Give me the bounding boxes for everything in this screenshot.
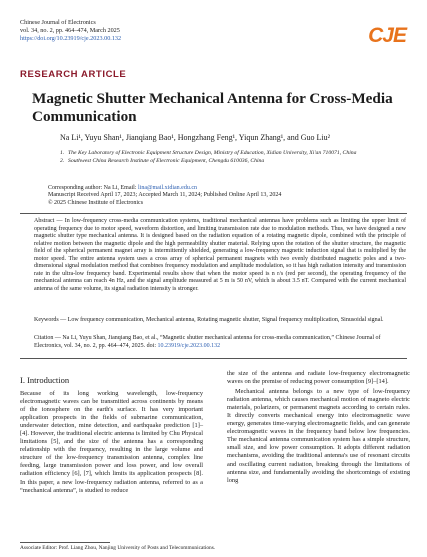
journal-volume: vol. 34, no. 2, pp. 464–474, March 2025	[20, 27, 120, 34]
associate-editor-note: Associate Editor: Prof. Liang Zhou, Nanjing University of Posts and Telecommunications.	[20, 545, 216, 551]
affiliations	[60, 150, 410, 165]
manuscript-info	[48, 185, 281, 207]
affiliation-text: Southwest China Research Institute of Electronic Equipment, Chengdu 610036, China	[68, 158, 265, 165]
affiliation-item	[60, 158, 410, 165]
affiliation-text: The Key Laboratory of Electronic Equipment Structure Design, Ministry of Education, Xidian University, Xi'an 710071, China	[68, 150, 357, 156]
journal-doi-link[interactable]: https://doi.org/10.23919/cje.2023.00.132	[20, 35, 122, 42]
right-column	[227, 370, 410, 487]
corresponding-author	[48, 185, 281, 192]
cje-logo: CJE	[368, 24, 406, 47]
abstract	[34, 218, 406, 293]
body-paragraph: Mechanical antenna belongs to a new type of low-frequency radiation antenna, which causes mechanical motion of magneto electric materials, polarizers, or permanent magnets according to certain rules. It directly converts mechanical energy into electromagnetic wave energy, generates time-varying electromagnetic fields, and can generate electromagnetic waves in the frequency band below low frequencies. The mechanical antenna communication system has a simple structure, small size, and low power consumption. It adopts different radiation mechanisms, avoiding the traditional antenna's use of resonant circuits and oscillating current radiation, breaking through the limitations of antenna size, and fundamentally avoiding the shortcomings of existing long	[227, 388, 410, 484]
top-divider	[20, 213, 407, 214]
affiliation-item	[60, 150, 410, 157]
copyright-notice: © 2025 Chinese Institute of Electronics	[48, 199, 144, 206]
citation-text: Na Li, Yuyu Shan, Jianqiang Bao, et al., “Magnetic shutter mechanical antenna for cross-media communication,” Chinese Journal of Electronics, vol. 34, no. 2, pp. 464–474, 2025. doi:	[34, 335, 381, 349]
left-column	[20, 390, 203, 497]
bottom-divider	[20, 358, 407, 359]
article-type-label: RESEARCH ARTICLE	[20, 69, 127, 80]
section-heading: I. Introduction	[20, 375, 70, 385]
author-list: Na Li¹, Yuyu Shan¹, Jianqiang Bao¹, Hongzhang Feng¹, Yiqun Zhang¹, and Guo Liu²	[60, 133, 330, 142]
body-paragraph: the size of the antenna and radiate low-frequency electromagnetic waves on the premise of reducing power consumption [9]–[14].	[227, 370, 410, 386]
affiliation-number: 2.	[60, 158, 65, 165]
citation-doi-link[interactable]: 10.23919/cje.2023.00.132	[157, 342, 221, 349]
corresponding-label: Corresponding author: Na Li, Email:	[48, 185, 138, 191]
journal-header	[20, 19, 121, 43]
abstract-label: Abstract —	[34, 218, 63, 224]
citation	[34, 335, 406, 350]
citation-label: Citation —	[34, 335, 61, 341]
body-paragraph: Because of its long working wavelength, low-frequency electromagnetic waves can be transmitted across continents by means of the ionosphere on the earth's surface. It has very important application prospects in the fields of submarine communication, underwater detection, mine detection, and earthquake prediction [1]–[4]. However, the traditional electric antenna is limited by Chu Physical limitations [5], and the size of the antenna has a corresponding relationship with the frequency, resulting in the large volume and structure of the low-frequency transmission antenna, complex line feeding, large transmission power and loss power, and low overall radiation efficiency [6], [7], which limits its application prospects [8]. In this paper, a new low-frequency radiation antenna, referred to as a “mechanical antenna”, is studied to reduce	[20, 390, 203, 494]
journal-name: Chinese Journal of Electronics	[20, 19, 96, 26]
keywords-text: Low frequency communication, Mechanical antenna, Rotating magnetic shutter, Signal frequency multiplication, Sinusoidal signal.	[67, 317, 384, 323]
footnote-divider	[20, 542, 110, 543]
paper-title: Magnetic Shutter Mechanical Antenna for Cross-Media Communication	[32, 90, 393, 125]
keywords	[34, 317, 406, 325]
manuscript-dates: Manuscript Received April 17, 2023; Accepted March 11, 2024; Published Online April 13, 2024	[48, 192, 282, 199]
abstract-text: In low-frequency cross-media communication systems, traditional mechanical antennas have problems such as limiting the upper limit of operating frequency due to motor speed, waveform distortion, and limiting transmission rate due to modulation methods. Thus, we have designed a new magnetic shutter type mechanical antenna. It is designed based on the radiation equation of a rotating magnetic dipole, combined with the principle of relative motion between the magnetic dipole and the high permeability shutter material. Relying upon the rotation of the shutter structure, the magnetic field of the spherical permanent magnet array is intermittently shielded, generating a low-frequency magnetic induction signal that is multiplied by the motor speed. The entire antenna system uses a cross array of spherical permanent magnets with two evenly distributed magnetic poles and a two-dimensional signal modulation method that combines frequency modulation and amplitude modulation, so it has high radiation intensity and transmission rate in the ultra-low frequency band. Experimental results show that when the motor speed is n r/s (red per second), the operating frequency of the mechanical antenna can reach 4n Hz, and the signal amplitude measured at 5 m is 50 nV, which is about 3.5 nT. Compared with the current mechanical antenna of the same volume, its signal radiation intensity is stronger.	[34, 218, 406, 292]
affiliation-number: 1.	[60, 150, 65, 156]
corresponding-email-link[interactable]: lina@mail.xidian.edu.cn	[137, 185, 197, 191]
keywords-label: Keywords —	[34, 317, 67, 323]
